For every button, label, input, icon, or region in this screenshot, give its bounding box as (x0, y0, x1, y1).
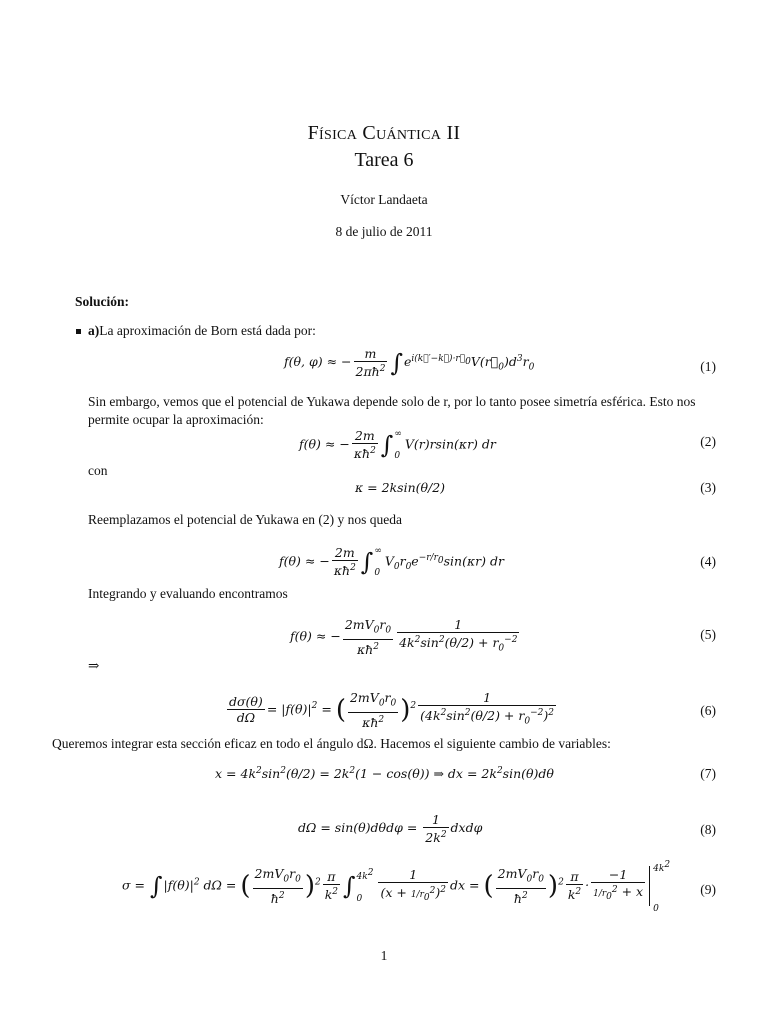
document-title: Física Cuántica II (307, 122, 461, 144)
equation-2: f(θ) ≈ − $\frac{2m}{\kappa ħ^2}$ ∫ ∞ 0 V(r)rsin(κr) dr (299, 428, 496, 462)
paragraph-change-of-variables: Queremos integrar esta sección eficaz en todo el ángulo dΩ. Hacemos el siguiente cambio de variables: (52, 736, 611, 751)
equation-number-2: (2) (700, 434, 716, 449)
equation-number-4: (4) (700, 554, 716, 569)
equation-number-6: (6) (700, 703, 716, 718)
equation-3: κ = 2ksin(θ/2) (355, 480, 446, 495)
page-number: 1 (380, 948, 388, 963)
equation-number-8: (8) (700, 822, 716, 837)
equation-number-3: (3) (700, 480, 716, 495)
equation-1: f(θ, φ) ≈ − $\frac{m}{2\pi ħ^2}$ $\int e^{i(k⃗'-k⃗)\cdot r⃗_0}V(r⃗_0)d^3r_0$ (284, 346, 535, 380)
document-date: 8 de julio de 2011 (335, 224, 433, 239)
equation-8: dΩ = sin(θ)dθdφ = $\frac{1}{2k^2}$ dxdφ (298, 812, 483, 846)
paragraph-integrating: Integrando y evaluando encontramos (88, 586, 288, 601)
equation-5: f(θ) ≈ − $\frac{2mV_0r_0}{\kappa ħ^2}$ $\frac{1}{4k^2\sin^2(\theta/2) + r_0^{-2}}$ (290, 617, 518, 657)
solution-heading: Solución: (75, 294, 130, 309)
item-a-text: La aproximación de Born está dada por: (99, 323, 316, 338)
equation-6: $\frac{d\sigma(\theta)}{d\Omega}$ = $|f(\theta)|^2$ = ( $\frac{2mV_0r_0}{\kappa ħ^2}$ )$^2$ $\frac{1}{(4k^2\sin^2(\theta/2) + r_0^{-2})^2}$ (229, 690, 554, 730)
implies-arrow: ⇒ (88, 658, 100, 673)
document-subtitle: Tarea 6 (354, 149, 414, 171)
bullet-marker (76, 329, 81, 334)
equation-7: $x = 4k^2\sin^2(\theta/2) = 2k^2(1 - \cos(\theta))$ ⇒ dx = $2k^2\sin(\theta)d\theta$ (215, 766, 554, 782)
paragraph-substitution: Reemplazamos el potencial de Yukawa en (2) y nos queda (88, 512, 403, 527)
equation-number-1: (1) (700, 359, 716, 374)
equation-number-9: (9) (700, 882, 716, 897)
equation-9: $\sigma = \int|f(\theta)|^2$ dΩ = ( $\frac{2mV_0r_0}{ħ^2}$ )$^2$ $\frac{\pi}{k^2}$ ∫ $4k^2$ 0 $\frac{1}{(x + 1/r_0^2)^2}$ dx = ( $\frac{2mV_0r_0}{ħ^2}$ )$^2$ $\frac{\pi}{k^2}$ · $\frac{-1}{1/r_0^2 + x}$ $4k^2$ 0 (122, 860, 671, 914)
item-a-label: a) (88, 323, 100, 338)
equation-number-7: (7) (700, 766, 716, 781)
word-con: con (88, 463, 108, 478)
paragraph-symmetry: Sin embargo, vemos que el potencial de Yukawa depende solo de r, por lo tanto posee simetría esférica. Esto nos permite ocupar la aproximación: (88, 394, 696, 427)
equation-number-5: (5) (700, 627, 716, 642)
author-name: Víctor Landaeta (340, 192, 428, 207)
item-a (88, 322, 316, 340)
equation-4: f(θ) ≈ − $\frac{2m}{\kappa ħ^2}$ ∫ ∞ 0 $V_0r_0e^{-r/r_0}\sin(\kappa r)$ dr (279, 545, 504, 579)
